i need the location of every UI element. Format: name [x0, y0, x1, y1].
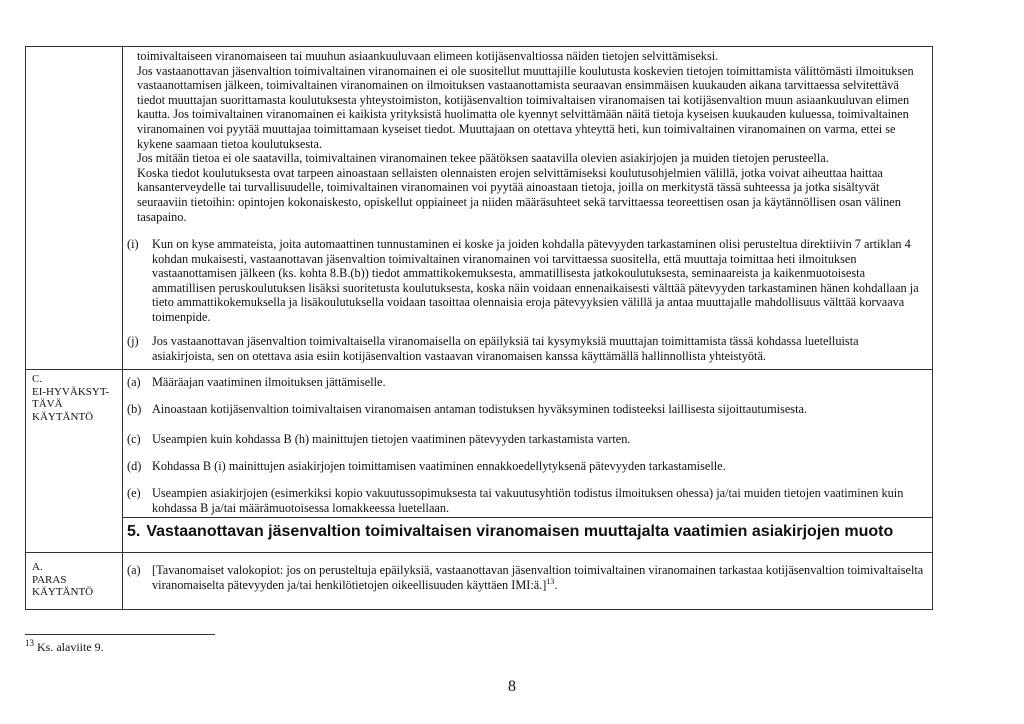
item-label: (c) — [127, 432, 141, 446]
item-label: (d) — [127, 459, 142, 473]
item-text: Jos vastaanottavan jäsenvaltion toimivaltaisella viranomaisella on epäilyksiä tai kysymyksiä muuttajan toimittamista tässä kohdassa luetelluista asiakirjoista, sen on otettava asia esiin kotijäsenvaltion vastaavan viranomaisen kanssa käyttämällä hallinnollista yhteistyötä. — [152, 334, 859, 363]
list-item-c-c — [127, 432, 924, 447]
item-text — [152, 563, 924, 592]
footnote-number: 13 — [25, 638, 34, 648]
item-text: Useampien kuin kohdassa B (h) mainittujen tietojen vaatiminen pätevyyden tarkastamista varten. — [152, 432, 631, 446]
label-line: A. — [32, 561, 43, 573]
footnote-reference: 13 — [546, 576, 555, 586]
label-line: KÄYTÄNTÖ — [32, 586, 94, 598]
item-text: Kun on kyse ammateista, joita automaattinen tunnustaminen ei koske ja joiden kohdalla pätevyyden tarkastaminen olisi perusteltua direktiivin 7 artiklan 4 kohdan mukaisesti, vastaanottavan jäsenvaltion toimivaltainen viranomainen voi tarvittaessa suositella, että muuttaja toimittaa heti ilmoituksen vastaanottamisen jälkeen (ks. kohta 8.B.(b)) tiedot ammattikokemuksesta, ammatillisesta jatkokoulutuksesta, seminaareista ja kaikenmuotoisesta ammatillisen peruskoulutuksen lisäksi suoritetusta koulutuksesta, koska näin voidaan ennenaikaisesti välttää pätevyyden tarkastaminen hänen kohdallaan ja tieto ammattikokemuksella ja lisäkoulutuksella voidaan tasoittaa olennaisia eroja pätevyyksien välillä ja antaa muuttajalle mahdollisuus välttää korvaava toimenpide. — [152, 237, 919, 324]
list-item-c-d — [127, 459, 924, 474]
item-text-end: . — [554, 577, 558, 592]
item-text: Ainoastaan kotijäsenvaltion toimivaltaisen viranomaisen antaman todistuksen hyväksyminen todisteeksi laillisesta sijoittautumisesta. — [152, 402, 808, 416]
section-title: Vastaanottavan jäsenvaltion toimivaltaisen viranomaisen muuttajalta vaatimien asiakirjojen muoto — [146, 523, 894, 540]
paragraph: Koska tiedot koulutuksesta ovat tarpeen ainoastaan sellaisten olennaisten erojen selvittämiseksi koulutusohjelmien välillä, jotka voivat aiheuttaa haittaa kansanterveydelle tai turvallisuudelle, toimivaltainen viranomainen voi pyytää ainoastaan tietoja, joilla on merkitystä tässä suhteessa ja jotka sisältyvät seuraaviin tietoihin: opintojen kokonaiskesto, opiskellut oppiaineet ja niiden määräsuhteet sekä tarvittaessa teoreettisen osan ja käytännöllisen osan välinen tasapaino. — [137, 165, 901, 224]
row-divider — [122, 517, 932, 518]
item-label: (a) — [127, 375, 141, 389]
item-text-body: [Tavanomaiset valokopiot: jos on perusteltuja epäilyksiä, vastaanottavan jäsenvaltion toimivaltainen viranomainen tarkastaa kotijäsenvaltion toimivaltaiselta viranomaiselta pätevyyden ja/tai henkilötietojen oikeellisuuden käyttäen IMI:ä.] — [152, 563, 924, 592]
footnote-separator — [25, 634, 215, 635]
top-text-block — [137, 49, 926, 224]
label-line: EI-HYVÄKSYT- — [32, 385, 110, 398]
label-line: KÄYTÄNTÖ — [32, 410, 94, 423]
label-line: TÄVÄ — [32, 398, 63, 410]
list-item-c-b — [127, 402, 924, 417]
list-item-j — [127, 334, 924, 363]
item-text: Määräajan vaatiminen ilmoituksen jättämiselle. — [152, 375, 386, 389]
footnote — [25, 640, 104, 655]
page-number: 8 — [508, 678, 516, 695]
list-item-i — [127, 237, 924, 325]
list-item-c-e — [127, 486, 924, 515]
section-a-label — [32, 561, 93, 599]
section-5-heading — [127, 525, 893, 540]
row-divider — [26, 552, 932, 553]
item-text: Kohdassa B (i) mainittujen asiakirjojen toimittamisen vaatiminen ennakkoedellytyksenä pätevyyden tarkastamiselle. — [152, 459, 726, 473]
section-number: 5. — [127, 523, 141, 540]
row-divider — [26, 369, 932, 370]
item-label: (a) — [127, 563, 141, 577]
paragraph: Jos mitään tietoa ei ole saatavilla, toimivaltainen viranomainen tekee päätöksen saatavilla olevien asiakirjojen ja muiden tietojen perusteella. — [137, 151, 829, 166]
list-item-a-a — [127, 563, 924, 592]
item-text: Useampien asiakirjojen (esimerkiksi kopio vakuutussopimuksesta tai vakuutusyhtiön todistus ilmoituksen ohessa) ja/tai muiden tietojen vaatiminen kuin kohdassa B ja/tai määrämuotoisessa lomakkeessa luetellaan. — [152, 486, 904, 515]
label-line: C. — [32, 373, 43, 385]
paragraph: toimivaltaiseen viranomaiseen tai muuhun asiaankuuluvaan elimeen kotijäsenvaltiossa näiden tietojen selvittämiseksi. — [137, 49, 719, 63]
footnote-text: Ks. alaviite 9. — [37, 640, 104, 654]
item-label: (b) — [127, 402, 142, 416]
item-label: (j) — [127, 334, 139, 348]
document-table — [25, 46, 933, 610]
item-label: (i) — [127, 237, 139, 251]
section-c-label — [32, 373, 109, 423]
paragraph: Jos vastaanottavan jäsenvaltion toimivaltainen viranomainen ei ole suositellut muuttajille koulutusta koskevien tietojen toimittamista välittömästi ilmoituksen vastaanottamisen jälkeen, toimivaltainen viranomainen on ilmoituksen vastaanottamista seuraavan ensimmäisen kuukauden aikana tarvittaessa selvitettävä tiedot muuttajan suorittamasta koulutuksesta yhteystoimiston, kotijäsenvaltion toimivaltaisen viranomaisen tai kotijäsenvaltion muun asiaankuuluvan elimen kautta. Jos toimivaltainen viranomainen ei kaikista yrityksistä huolimatta ole kyennyt selvittämään näitä tietoja kyseisen kuukauden kuluessa, toimivaltainen viranomainen voi pyytää muuttajaa toimittamaan kyseiset tiedot. Muuttajaan on otettava yhteyttä heti, kun toimivaltainen viranomainen on varma, ettei se kykene saamaan tietoa koulutuksesta. — [137, 63, 914, 151]
column-divider — [122, 47, 123, 609]
list-item-c-a — [127, 375, 924, 390]
item-label: (e) — [127, 486, 141, 500]
label-line: PARAS — [32, 573, 67, 586]
